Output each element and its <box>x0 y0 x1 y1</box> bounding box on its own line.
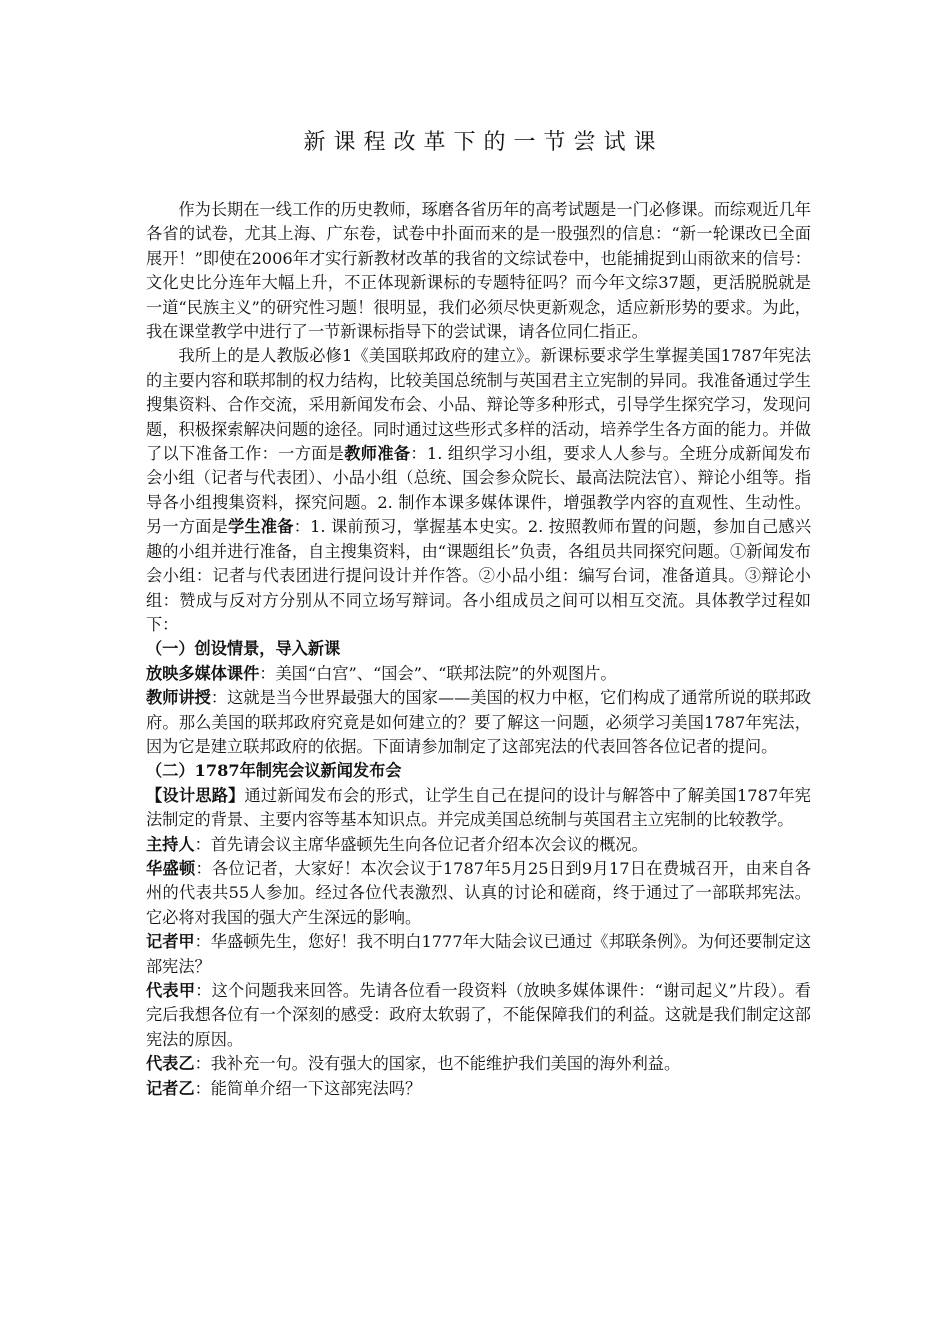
lecture-label: 教师讲授 <box>146 688 211 708</box>
intro-paragraph-1: 作为长期在一线工作的历史教师，琢磨各省历年的高考试题是一门必修课。而综观近几年各省的试卷，尤其上海、广东卷，试卷中扑面而来的是一股强烈的信息：“新一轮课改已全面展开！”即使在2006年才实行新教材改革的我省的文综试卷中，也能捕捉到山雨欲来的信号：文化史比分连年大幅上升，不正体现新课标的专题特征吗？而今年文综37题，更活脱脱就是一道“民族主义”的研究性习题！很明显，我们必须尽快更新观念，适应新形势的要求。为此，我在课堂教学中进行了一节新课标指导下的尝试课，请各位同仁指正。 <box>146 200 811 342</box>
design-text: 通过新闻发布会的形式，让学生自己在提问的设计与解答中了解美国1787年宪法制定的背景、主要内容等基本知识点。并完成美国总统制与英国君主立宪制的比较教学。 <box>146 785 811 830</box>
lecture-text: ：这就是当今世界最强大的国家——美国的权力中枢，它们构成了通常所说的联邦政府。那么美国的联邦政府究竟是如何建立的？要了解这一问题，必须学习美国1787年宪法，因为它是建立联邦政府的依据。下面请参加制定了这部宪法的代表回答各位记者的提问。 <box>146 688 812 756</box>
student-prep-label: 学生准备 <box>228 517 294 537</box>
dialogue-line <box>146 979 811 1052</box>
design-paragraph <box>146 784 811 833</box>
speaker-label: 代表乙 <box>146 1054 195 1074</box>
speaker-label: 代表甲 <box>146 981 196 1000</box>
design-label: 【设计思路】 <box>146 785 245 805</box>
teacher-prep-label: 教师准备 <box>344 444 411 464</box>
intro-paragraph-2 <box>146 344 811 637</box>
speaker-label: 记者甲 <box>146 932 195 952</box>
dialogue-line <box>146 930 811 979</box>
section-1-heading: （一）创设情景，导入新课 <box>146 639 341 659</box>
intro-p2-text-2: ：1. 组织学习小组，要求人人参与。全班分成新闻发布会小组（记者与代表团）、小品小组（总统、国会参众院长、最高法院法官）、辩论小组等。指导各小组搜集资料，探究问题。2. 制作本课多媒体课件，增强教学内容的直观性、生动性。另一方面是 <box>146 444 811 537</box>
lecture-paragraph <box>146 686 811 759</box>
dialogue-line <box>146 833 811 857</box>
dialogue-line <box>146 857 811 930</box>
dialogue-line <box>146 1077 811 1101</box>
speaker-label: 记者乙 <box>146 1078 195 1098</box>
media-paragraph <box>146 662 811 686</box>
document-page <box>146 128 811 1101</box>
dialogue-text: ：华盛顿先生，您好！我不明白1777年大陆会议已通过《邦联条例》。为何还要制定这部宪法？ <box>146 932 812 976</box>
dialogue-text: ：我补充一句。没有强大的国家，也不能维护我们美国的海外利益。 <box>194 1054 681 1074</box>
document-title: 新课程改革下的一节尝试课 <box>303 130 664 155</box>
media-text: ：美国“白宫”、“国会”、“联邦法院”的外观图片。 <box>259 663 617 683</box>
dialogue-line <box>146 1052 811 1076</box>
dialogue-text: ：能简单介绍一下这部宪法吗？ <box>194 1078 422 1098</box>
speaker-label: 华盛顿 <box>146 858 196 878</box>
dialogue-text: ：首先请会议主席华盛顿先生向各位记者介绍本次会议的概况。 <box>194 834 648 854</box>
intro-p2-text-1: 我所上的是人教版必修1《美国联邦政府的建立》。新课标要求学生掌握美国1787年宪法的主要内容和联邦制的权力结构，比较美国总统制与英国君主立宪制的异同。我准备通过学生搜集资料、合作交流，采用新闻发布会、小品、辩论等多种形式，引导学生探究学习，发现问题，积极探索解决问题的途径。同时通过这些形式多样的活动，培养学生各方面的能力。并做了以下准备工作：一方面是 <box>146 346 811 464</box>
intro-p2-text-3: ：1. 课前预习，掌握基本史实。2. 按照教师布置的问题，参加自己感兴趣的小组并进行准备，自主搜集资料，由“课题组长”负责，各组员共同探究问题。①新闻发布会小组：记者与代表团进行提问设计并作答。②小品小组：编写台词，准备道具。③辩论小组：赞成与反对方分别从不同立场写辩词。各小组成员之间可以相互交流。具体教学过程如下： <box>146 517 812 634</box>
media-label: 放映多媒体课件 <box>146 663 260 683</box>
dialogue-text: ：这个问题我来回答。先请各位看一段资料（放映多媒体课件：“谢司起义”片段）。看完后我想各位有一个深刻的感受：政府太软弱了，不能保障我们的利益。这就是我们制定这部宪法的原因。 <box>146 981 812 1049</box>
section-2-heading: （二）1787年制宪会议新闻发布会 <box>146 761 402 781</box>
speaker-label: 主持人 <box>146 834 195 854</box>
dialogue-text: ：各位记者，大家好！本次会议于1787年5月25日到9月17日在费城召开，由来自各州的代表共55人参加。经过各位代表激烈、认真的讨论和磋商，终于通过了一部联邦宪法。它必将对我国的强大产生深远的影响。 <box>146 858 811 927</box>
